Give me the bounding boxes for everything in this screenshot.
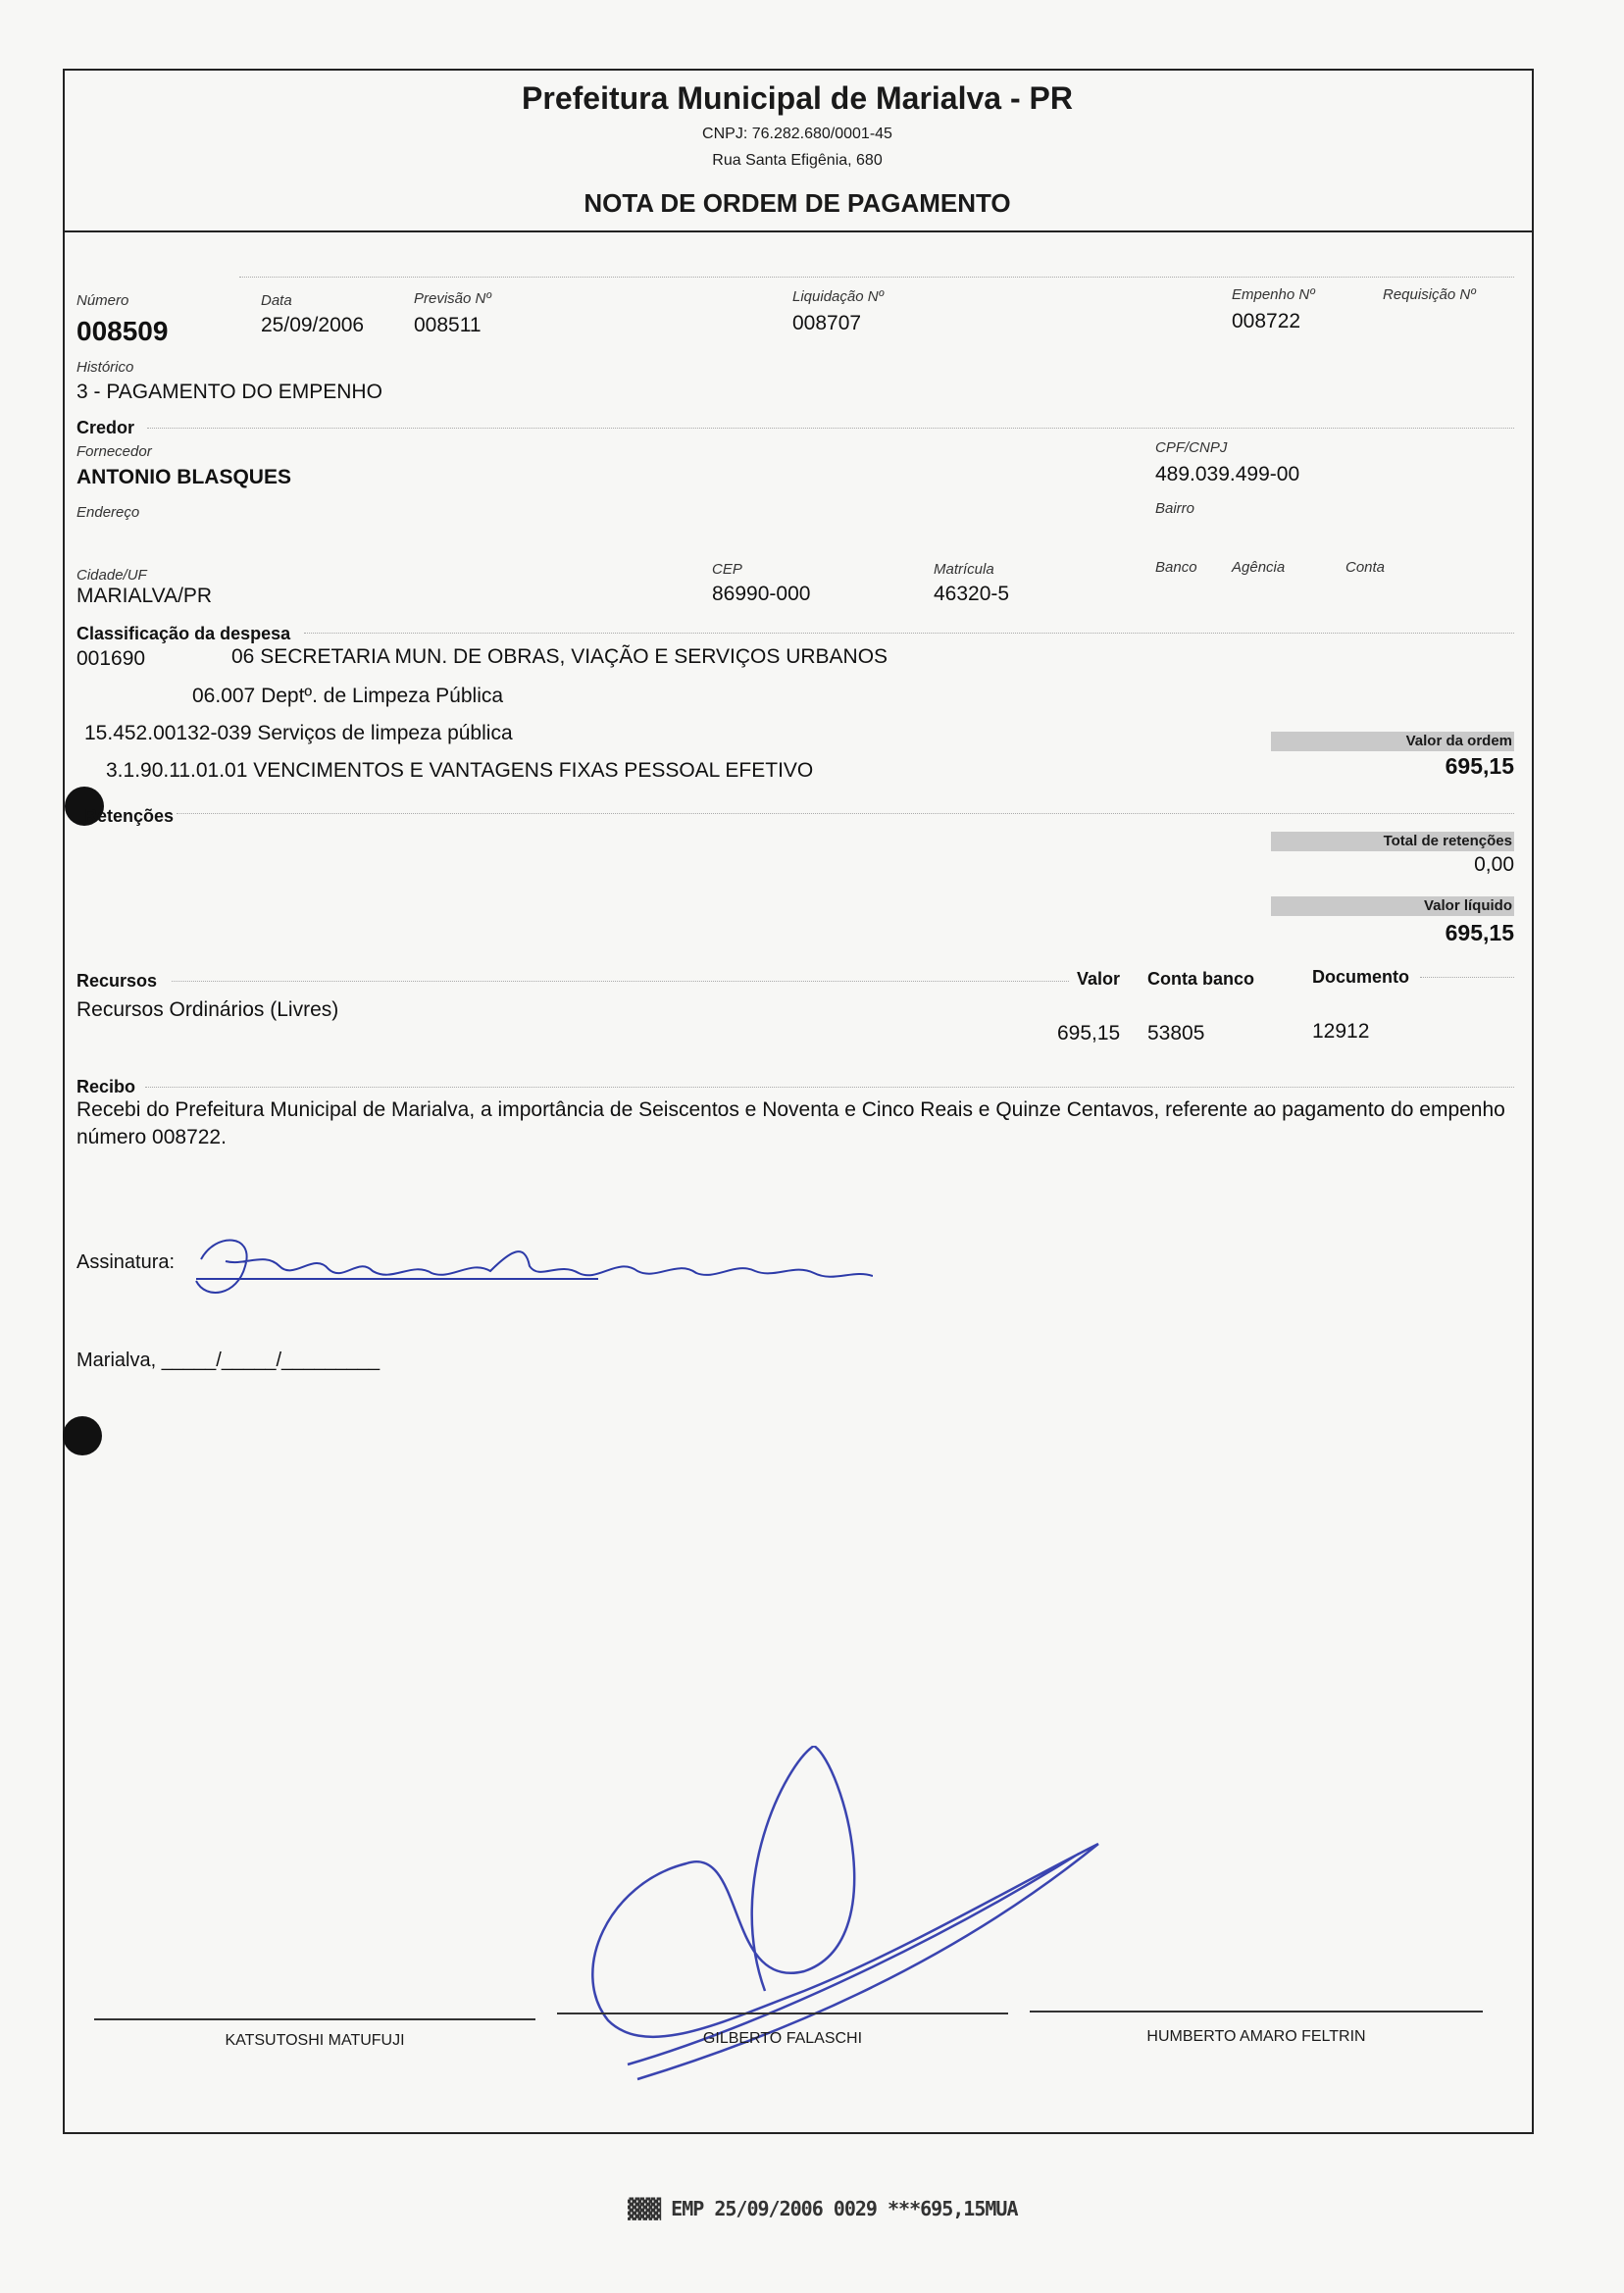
cpf-label: CPF/CNPJ xyxy=(1155,439,1228,456)
punch-hole xyxy=(63,1416,102,1455)
divider xyxy=(304,633,1514,634)
header-divider xyxy=(63,230,1532,232)
cnpj: CNPJ: 76.282.680/0001-45 xyxy=(702,126,892,142)
cidade-label: Cidade/UF xyxy=(76,567,147,584)
previsao-label: Previsão Nº xyxy=(414,290,491,307)
bank-stamp-text: EMP 25/09/2006 0029 ***695,15MUA xyxy=(671,2197,1018,2220)
recibo-text: Recebi do Prefeitura Municipal de Marialva, a importância de Seiscentos e Noventa e Cinco Reais e Quinze Centavos, referente ao pagamento do empenho número 008722. xyxy=(76,1098,1505,1148)
classificacao-line4: 3.1.90.11.01.01 VENCIMENTOS E VANTAGENS FIXAS PESSOAL EFETIVO xyxy=(106,759,814,782)
matricula-label: Matrícula xyxy=(934,561,994,578)
signature-line xyxy=(1030,2011,1483,2013)
signatory-name: GILBERTO FALASCHI xyxy=(702,2030,863,2047)
bank-stamp xyxy=(628,2197,1017,2220)
matricula-value: 46320-5 xyxy=(934,583,1010,605)
numero-label: Número xyxy=(76,292,129,309)
empenho-label: Empenho Nº xyxy=(1232,286,1315,303)
cep-label: CEP xyxy=(712,561,742,578)
classificacao-section: Classificação da despesa xyxy=(76,624,291,643)
bank-stamp-mark: ▓▓▓ xyxy=(628,2197,672,2220)
signature-line xyxy=(94,2018,535,2020)
total-retencoes-label: Total de retenções xyxy=(1271,832,1514,851)
recursos-conta-label: Conta banco xyxy=(1147,969,1255,989)
recursos-section: Recursos xyxy=(76,971,158,991)
fornecedor-label: Fornecedor xyxy=(76,443,152,460)
endereco-label: Endereço xyxy=(76,504,140,521)
cpf-value: 489.039.499-00 xyxy=(1155,463,1300,485)
fornecedor-value: ANTONIO BLASQUES xyxy=(76,466,291,488)
valor-ordem-label: Valor da ordem xyxy=(1271,732,1514,751)
document-title: NOTA DE ORDEM DE PAGAMENTO xyxy=(584,188,1011,218)
total-retencoes-value: 0,00 xyxy=(1474,853,1514,876)
local-data: Marialva, _____/_____/_________ xyxy=(76,1350,381,1371)
classificacao-line1: 06 SECRETARIA MUN. DE OBRAS, VIAÇÃO E SERVIÇOS URBANOS xyxy=(231,645,888,668)
handwritten-signature xyxy=(186,1222,873,1310)
recursos-valor: 695,15 xyxy=(1057,1022,1121,1045)
classificacao-line3: 15.452.00132-039 Serviços de limpeza pública xyxy=(84,722,513,744)
credor-section: Credor xyxy=(76,418,135,437)
banco-label: Banco xyxy=(1155,559,1197,576)
previsao-value: 008511 xyxy=(414,314,482,336)
signature-line xyxy=(557,2013,1008,2014)
assinatura-label: Assinatura: xyxy=(76,1251,176,1273)
data-value: 25/09/2006 xyxy=(261,314,365,336)
classificacao-code: 001690 xyxy=(76,647,146,670)
cep-value: 86990-000 xyxy=(712,583,811,605)
recursos-documento: 12912 xyxy=(1312,1020,1370,1043)
historico-value: 3 - PAGAMENTO DO EMPENHO xyxy=(76,381,382,403)
divider xyxy=(1420,977,1514,978)
divider xyxy=(145,1087,1514,1088)
historico-label: Histórico xyxy=(76,359,134,376)
empenho-value: 008722 xyxy=(1232,310,1301,332)
divider xyxy=(177,813,1514,814)
cidade-value: MARIALVA/PR xyxy=(76,585,213,607)
liquidacao-label: Liquidação Nº xyxy=(792,288,885,305)
signatory-name: KATSUTOSHI MATUFUJI xyxy=(225,2032,405,2049)
signatory-name: HUMBERTO AMARO FELTRIN xyxy=(1146,2028,1366,2045)
recursos-descricao: Recursos Ordinários (Livres) xyxy=(76,998,339,1021)
divider xyxy=(147,428,1514,429)
data-label: Data xyxy=(261,292,292,309)
recursos-conta: 53805 xyxy=(1147,1022,1205,1045)
retencoes-section: Retenções xyxy=(84,806,175,826)
liquidacao-value: 008707 xyxy=(792,312,862,334)
conta-label: Conta xyxy=(1345,559,1386,576)
recursos-documento-label: Documento xyxy=(1312,967,1409,987)
recursos-valor-label: Valor xyxy=(1077,969,1121,989)
bairro-label: Bairro xyxy=(1155,500,1195,517)
recibo-section: Recibo xyxy=(76,1077,136,1096)
numero-value: 008509 xyxy=(76,316,169,346)
agencia-label: Agência xyxy=(1232,559,1286,576)
valor-ordem-value: 695,15 xyxy=(1445,753,1514,779)
valor-liquido-label: Valor líquido xyxy=(1271,896,1514,916)
divider xyxy=(172,981,1069,982)
requisicao-label: Requisição Nº xyxy=(1383,286,1476,303)
page-title: Prefeitura Municipal de Marialva - PR xyxy=(522,80,1073,116)
divider xyxy=(239,277,1514,278)
valor-liquido-value: 695,15 xyxy=(1445,920,1514,945)
address: Rua Santa Efigênia, 680 xyxy=(712,152,883,169)
classificacao-line2: 06.007 Deptº. de Limpeza Pública xyxy=(192,685,504,707)
